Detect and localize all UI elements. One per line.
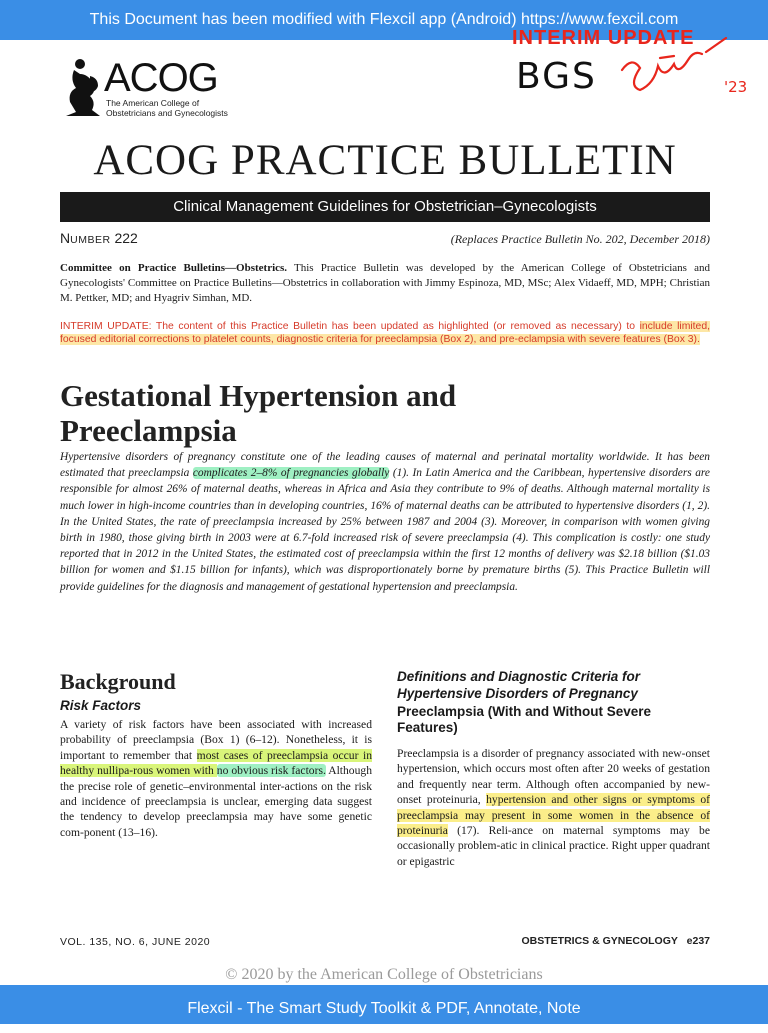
article-title [60,378,720,448]
number-value: 222 [114,230,138,246]
committee-text: This Practice Bulletin was developed by the American College of Obstetricians and Gynecologists' Committee on Practice Bulletins—Obstetrics in collaboration with Jimmy Espinoza, MD, MSc; Alex Vidaeff, MD, MPH; Christian M. Pettker, MD; and Hyagriv Simhan, MD. [60,262,710,304]
footer-journal [522,935,710,947]
background-text-b: Although the precise role of genetic–environmental inter-actions on the risk and incidence of preeclampsia is unclear, emerging data suggest the tendency to develop preeclampsia may have some genetic com-ponent (13–16). [60,764,372,839]
abstract-text-b: (1). In Latin America and the Caribbean, hypertensive disorders are responsible for almost 26% of maternal deaths, whereas in Africa and Asia they contribute to 9% of deaths. Although maternal mortality is much lower in high-income countries than in developing countries, 16% of maternal deaths can be attributed to hypertensive disorders (1, 2). In the United States, the rate of preeclampsia increased by 25% between 1987 and 2004 (3). Moreover, in comparison with women giving birth in 1980, those giving birth in 2003 were at 6.7-fold increased risk of severe preeclampsia (4). This complication is costly: one study reported that in 2012 in the United States, the estimated cost of preeclampsia within the first 12 months of delivery was $2.18 billion ($1.03 billion for women and $1.15 billion for infants), which was disproportionately borne by premature births (5). This Practice Bulletin will provide guidelines for the diagnosis and management of gestational hypertension and preeclampsia. [60,467,710,593]
background-heading: Background [60,669,176,694]
article-title-line1: Gestational Hypertension and [60,378,457,413]
preeclampsia-subheading: Preeclampsia (With and Without Severe Features) [397,704,652,735]
copyright-line: © 2020 by the American College of Obstetricians [225,966,543,983]
interim-highlight: include limited, focused editorial corrections to platelet counts, diagnostic criteria for preeclampsia (Box 2), and pre-eclampsia with severe features (Box 3). [60,321,710,345]
definitions-paragraph [397,746,710,869]
definitions-heading: Definitions and Diagnostic Criteria for Hypertensive Disorders of Pregnancy [397,669,641,701]
replaces-note: (Replaces Practice Bulletin No. 202, December 2018) [450,232,710,246]
abstract-highlight: complicates 2–8% of pregnancies globally [192,467,390,480]
interim-update-stamp: INTERIM UPDATE [512,28,695,49]
background-text-a: A variety of risk factors have been associated with increased probability of preeclampsia (Box 1) (6–12). Nonetheless, it is important to remember that [60,718,372,762]
abstract [60,449,710,595]
definitions-highlight: hypertension and other signs or symptoms of preeclampsia may present in some women in the absence of proteinuria [397,793,710,838]
logo-subtitle-line2: Obstetricians and Gynecologists [106,108,228,118]
handwritten-date: '23 [724,78,748,96]
bulletin-number [60,230,138,246]
background-highlight-1: most cases of preeclampsia occur in healthy nullipa-rous women with [60,748,372,778]
committee-statement [60,261,710,306]
interim-update-notice [60,320,710,346]
abstract-text-a: Hypertensive disorders of pregnancy constitute one of the leading causes of maternal and perinatal mortality worldwide. It has been estimated that preeclampsia [60,451,710,480]
number-label-rest: UMBER [70,234,111,246]
app-banner-top: This Document has been modified with Flexcil app (Android) https://www.fexcil.com [0,0,768,40]
background-highlight-2: no obvious risk factors. [216,764,326,778]
footer-journal-name: OBSTETRICS & GYNECOLOGY [521,935,678,947]
handwritten-annotation [510,28,760,98]
logo-subtitle [106,98,228,118]
definitions-text-b: (17). Reli-ance on maternal symptoms may be occasionally problem-atic in clinical practice. Right upper quadrant or epigastric [397,824,710,868]
app-banner-bottom: Flexcil - The Smart Study Toolkit & PDF, Annotate, Note [0,985,768,1024]
bulletin-title: ACOG PRACTICE BULLETIN [93,137,677,184]
interim-lead: INTERIM UPDATE: The content of this Practice Bulletin has been updated as highlighted (or removed as necessary) to [60,321,640,332]
risk-factors-heading: Risk Factors [60,698,142,713]
background-column [60,668,372,840]
handwritten-bgs: BGS [516,56,597,97]
guidelines-band: Clinical Management Guidelines for Obstetrician–Gynecologists [60,192,710,222]
committee-name: Committee on Practice Bulletins—Obstetrics. [60,262,288,274]
definitions-text-a: Preeclampsia is a disorder of pregnancy associated with new-onset hypertension, which occurs most often after 20 weeks of gestation and frequently near term. Although often accompanied by new-onset proteinuria, [397,747,710,807]
logo-wordmark: ACOG [104,56,218,100]
footer-volume: VOL. 135, NO. 6, JUNE 2020 [60,936,211,948]
logo-subtitle-line1: The American College of [106,98,200,108]
article-title-line2: Preeclampsia [60,413,237,448]
footer-page-number: e237 [686,935,710,947]
number-label-initial: N [60,230,71,246]
definitions-column [397,668,710,869]
background-paragraph [60,717,372,840]
